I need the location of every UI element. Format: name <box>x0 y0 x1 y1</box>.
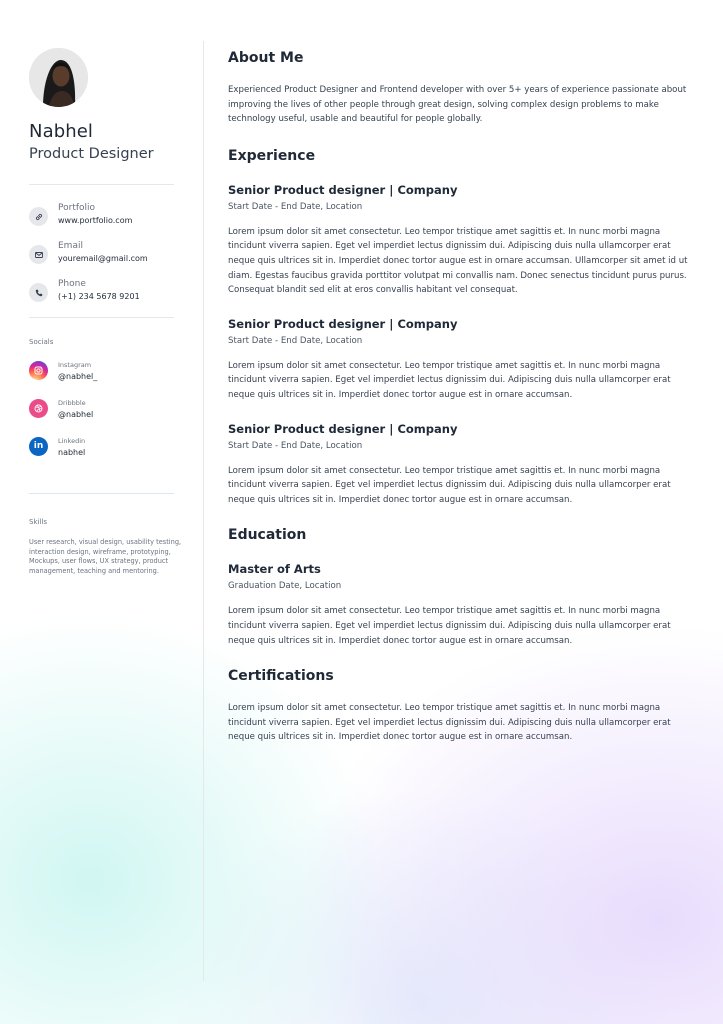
socials-list <box>29 361 174 475</box>
contact-phone[interactable] <box>29 279 174 317</box>
dribbble-icon <box>29 399 48 418</box>
social-value[interactable]: @nabhel_ <box>58 372 98 381</box>
job-subtitle: Start Date - End Date, Location <box>228 440 363 451</box>
experience-heading: Experience <box>228 147 316 164</box>
avatar-photo-icon <box>29 48 88 107</box>
social-label: Dribbble <box>58 399 86 407</box>
link-icon <box>29 207 48 226</box>
degree-subtitle: Graduation Date, Location <box>228 581 342 592</box>
job-title: Senior Product designer | Company <box>228 182 458 197</box>
job-description: Lorem ipsum dolor sit amet consectetur. Leo tempor tristique amet sagittis et. In nunc morbi magna tincidunt viverra sapien. Eget vel imperdiet lectus dignissim dui. Adipiscing duis nulla ullamcorper erat neque quis ultrices sit in. Imperdiet donec tortor augue est in ornare accumsan. Ullamcorper sit amet id ut diam. Egestas faucibus gravida porttitor volutpat mi convallis nam. Donec senectus tincidunt purus purus. Consequat blandit sed elit at eros convallis habitant vel consequat. <box>228 226 688 296</box>
certifications-text: Lorem ipsum dolor sit amet consectetur. Leo tempor tristique amet sagittis et. In nunc morbi magna tincidunt viverra sapien. Eget vel imperdiet lectus dignissim dui. Adipiscing duis nulla ullamcorper erat neque quis ultrices sit in. Imperdiet donec tortor augue est in ornare accumsan. <box>228 703 671 743</box>
experience-item <box>228 422 694 508</box>
education-heading: Education <box>228 527 307 544</box>
social-linkedin[interactable] <box>29 437 174 475</box>
linkedin-icon: in <box>29 437 48 456</box>
contact-label: Portfolio <box>58 203 96 213</box>
contact-list <box>29 203 174 317</box>
sidebar <box>29 48 182 576</box>
degree-title: Master of Arts <box>228 562 321 577</box>
contact-label: Phone <box>58 279 86 289</box>
social-value[interactable]: @nabhel <box>58 410 94 419</box>
education-item <box>228 562 694 648</box>
profile-role: Product Designer <box>29 146 154 162</box>
education-description: Lorem ipsum dolor sit amet consectetur. Leo tempor tristique amet sagittis et. In nunc morbi magna tincidunt viverra sapien. Eget vel imperdiet lectus dignissim dui. Adipiscing duis nulla ullamcorper erat neque quis ultrices sit in. Imperdiet donec tortor augue est in ornare accumsan. <box>228 606 671 646</box>
job-subtitle: Start Date - End Date, Location <box>228 335 363 346</box>
job-title: Senior Product designer | Company <box>228 421 458 436</box>
social-label: Linkedin <box>58 437 86 445</box>
contact-value[interactable]: (+1) 234 5678 9201 <box>58 292 140 301</box>
divider <box>29 493 174 494</box>
profile-name: Nabhel <box>29 121 94 142</box>
experience-item <box>228 183 694 298</box>
job-subtitle: Start Date - End Date, Location <box>228 201 363 212</box>
skills-heading: Skills <box>29 518 47 526</box>
main-content <box>228 50 694 745</box>
column-divider <box>203 41 204 981</box>
job-description: Lorem ipsum dolor sit amet consectetur. Leo tempor tristique amet sagittis et. In nunc morbi magna tincidunt viverra sapien. Eget vel imperdiet lectus dignissim dui. Adipiscing duis nulla ullamcorper erat neque quis ultrices sit in. Imperdiet donec tortor augue est in ornare accumsan. <box>228 465 671 505</box>
avatar <box>29 48 88 107</box>
social-instagram[interactable] <box>29 361 174 399</box>
skills-text: User research, visual design, usability testing, interaction design, wireframe, prototyping, Mockups, user flows, UX strategy, product management, teaching and mentoring. <box>29 538 182 575</box>
about-text: Experienced Product Designer and Frontend developer with over 5+ years of experience passionate about improving the lives of other people through great design, solving complex design problems to make technology useful, usable and beautiful for people globally. <box>228 85 687 125</box>
contact-email[interactable] <box>29 241 174 279</box>
phone-icon <box>29 283 48 302</box>
contact-label: Email <box>58 241 83 251</box>
job-description: Lorem ipsum dolor sit amet consectetur. Leo tempor tristique amet sagittis et. In nunc morbi magna tincidunt viverra sapien. Eget vel imperdiet lectus dignissim dui. Adipiscing duis nulla ullamcorper erat neque quis ultrices sit in. Imperdiet donec tortor augue est in ornare accumsan. <box>228 360 671 400</box>
mail-icon <box>29 245 48 264</box>
instagram-icon <box>29 361 48 380</box>
contact-portfolio[interactable] <box>29 203 174 241</box>
divider <box>29 317 174 318</box>
contact-value[interactable]: www.portfolio.com <box>58 216 133 225</box>
contact-value[interactable]: youremail@gmail.com <box>58 254 148 263</box>
experience-item <box>228 317 694 403</box>
divider <box>29 184 174 185</box>
social-dribbble[interactable] <box>29 399 174 437</box>
about-heading: About Me <box>228 50 304 66</box>
job-title: Senior Product designer | Company <box>228 316 458 331</box>
socials-heading: Socials <box>29 338 54 346</box>
social-value[interactable]: nabhel <box>58 448 86 457</box>
social-label: Instagram <box>58 361 92 369</box>
certifications-heading: Certifications <box>228 668 334 685</box>
